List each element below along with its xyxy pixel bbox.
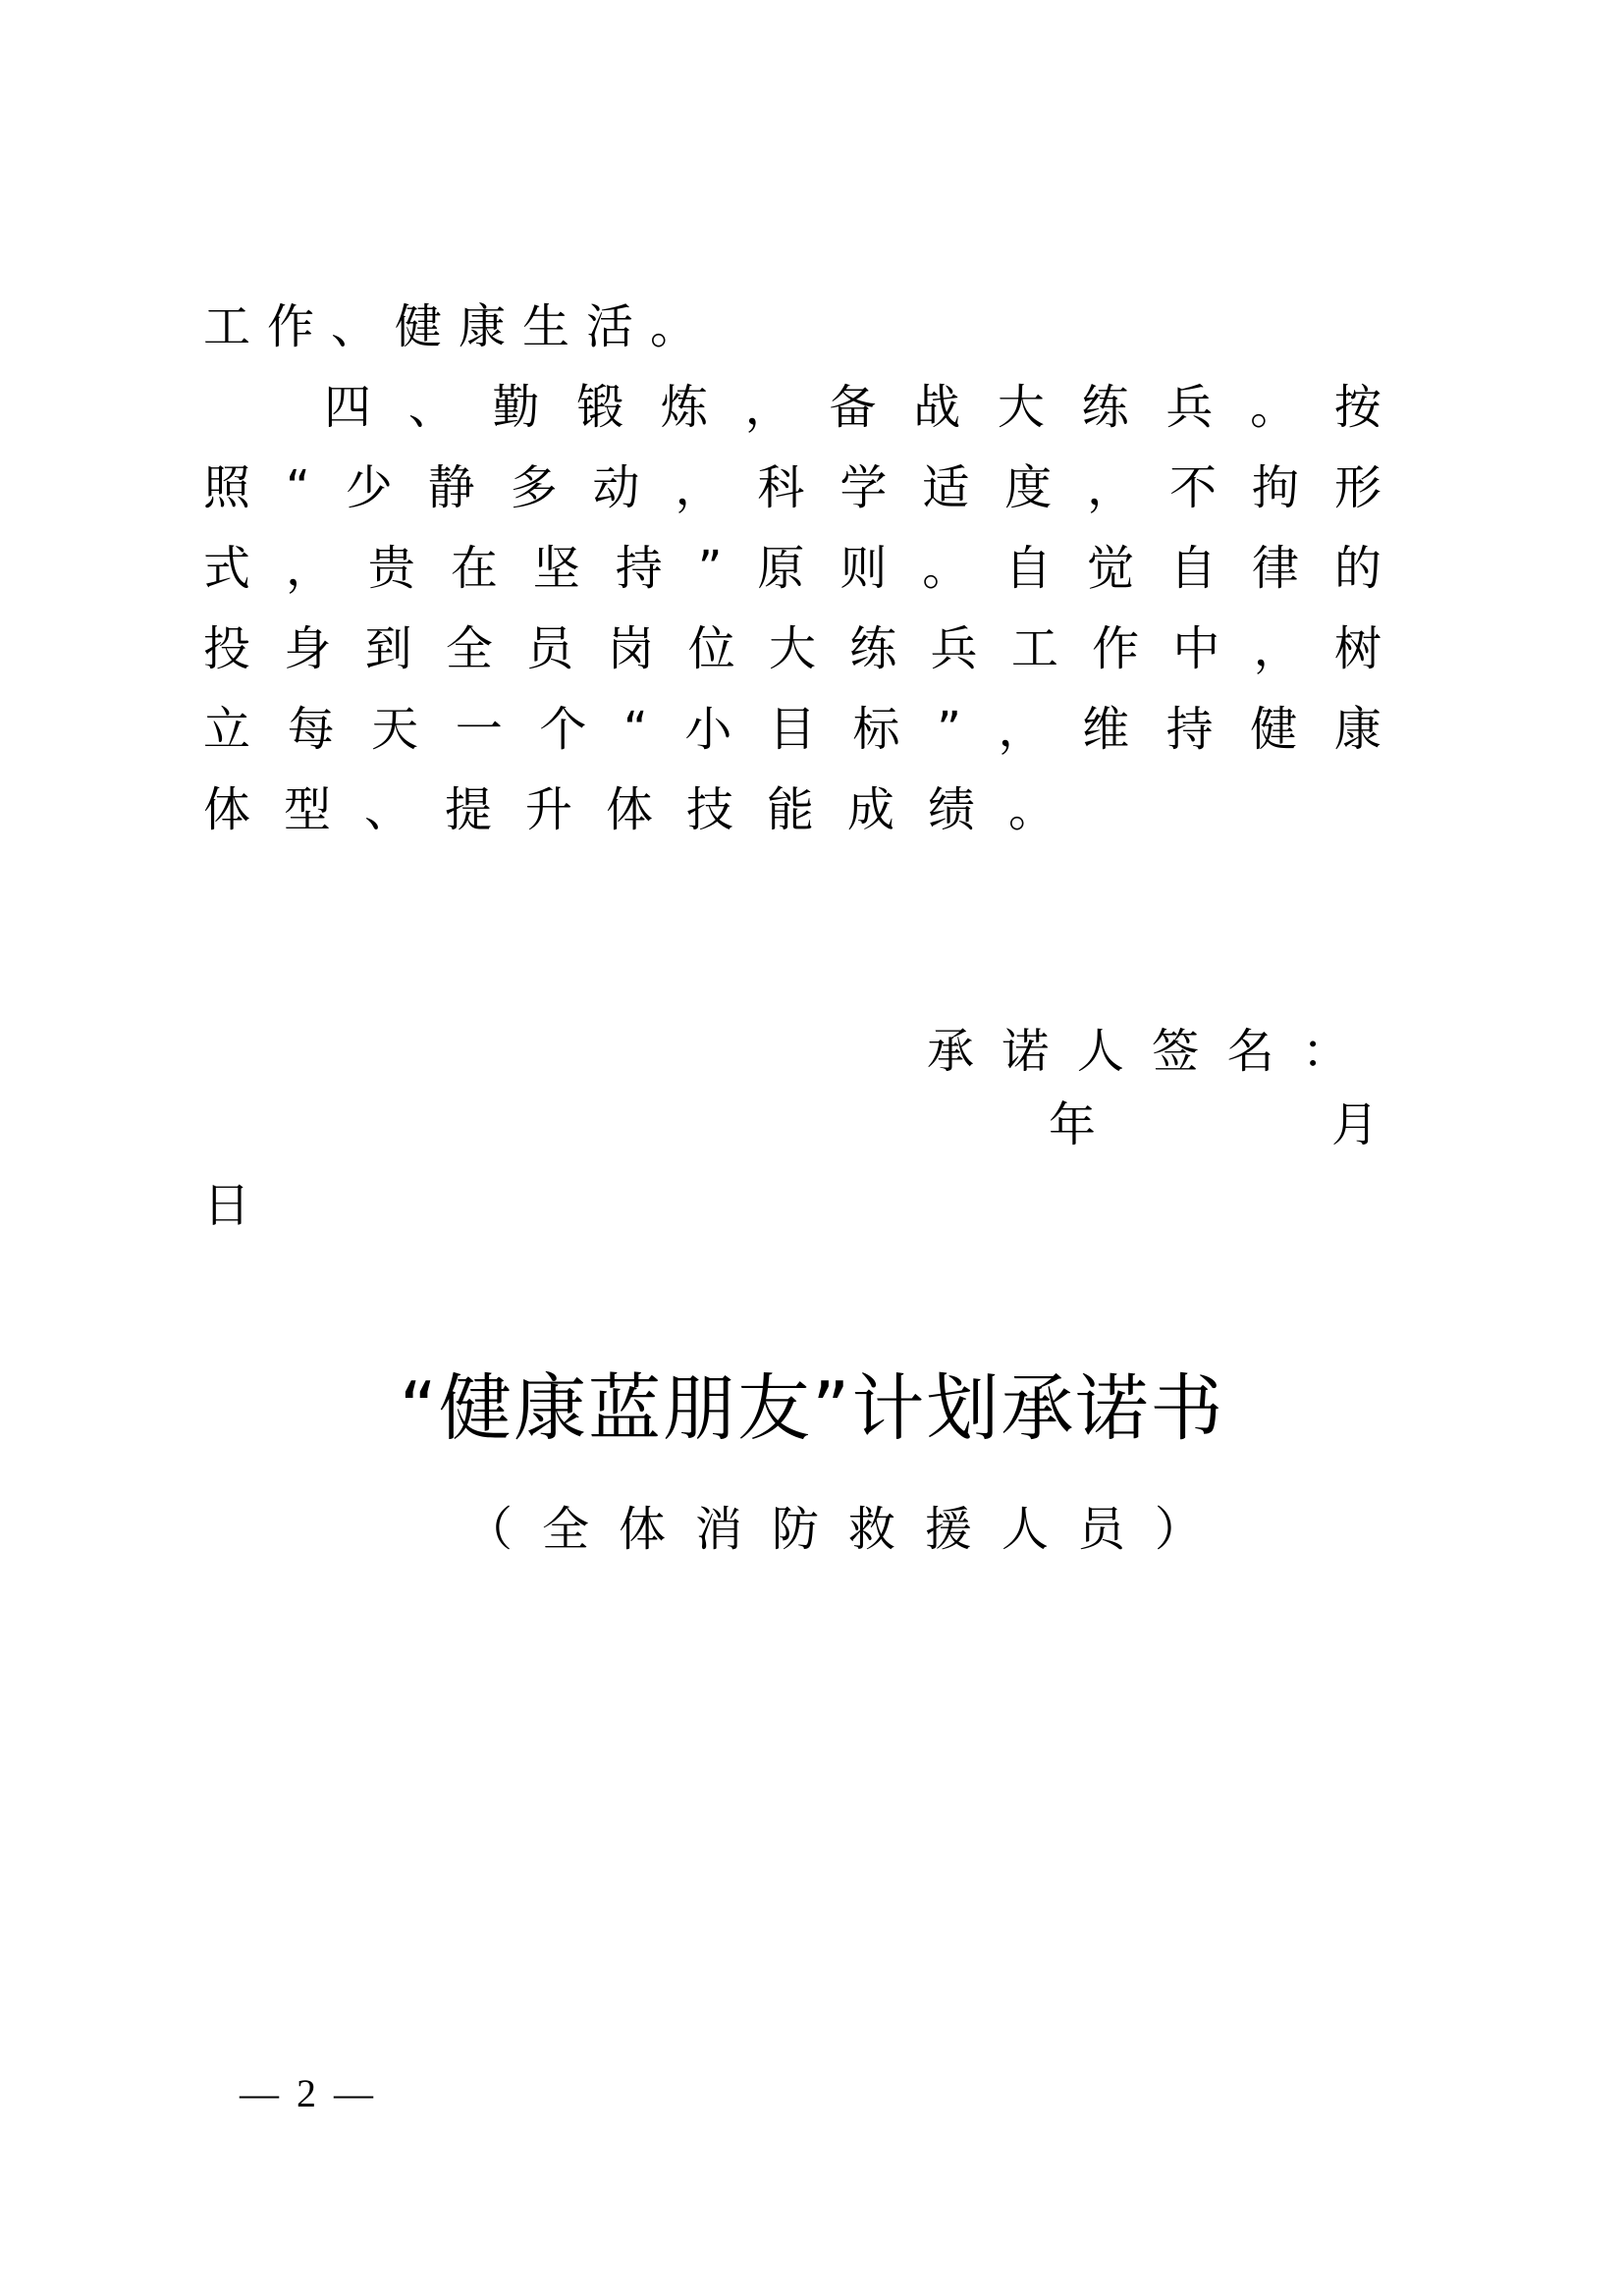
document-subtitle [465,1492,1202,1557]
document-subtitle-text: （ 全 体 消 防 救 援 人 员 ） [465,1501,1202,1557]
body-line-5-text: 投 身 到 全 员 岗 位 大 练 兵 工 作 中 ， 树 [203,621,1381,676]
body-line-2-text: 四 、 勤 锻 炼 ， 备 战 大 练 兵 。 按 [324,380,1381,435]
date-month-label: 月 [1331,1097,1380,1152]
date-year-label: 年 [1049,1097,1097,1152]
body-line-4-text: 式 ， 贵 在 坚 持 ” 原 则 。 自 觉 自 律 的 [203,541,1381,596]
body-line-4 [203,536,1381,601]
document-title: “健康蓝朋友”计划承诺书 [399,1366,1225,1451]
body-line-5 [203,616,1381,681]
body-line-7-text: 体 型 、 提 升 体 技 能 成 绩 。 [203,782,1056,837]
body-line-2 [324,375,1381,440]
body-line-6-text: 立 每 天 一 个 “ 小 目 标 ” ， 维 持 健 康 [203,702,1381,757]
page-number: — 2 — [240,2071,377,2115]
body-line-3 [203,455,1381,520]
body-line-3-text: 照 “ 少 静 多 动 ， 科 学 适 度 ， 不 拘 形 [203,460,1381,515]
signature-label [927,1014,1349,1079]
body-line-1-text: 工 作 、 健 康 生 活 。 [203,299,698,354]
signature-label-text: 承 诺 人 签 名 ： [927,1023,1349,1079]
body-line-6 [203,697,1381,762]
body-line-1 [203,294,714,359]
body-line-7 [203,777,1089,842]
date-day-label: 日 [203,1178,251,1233]
